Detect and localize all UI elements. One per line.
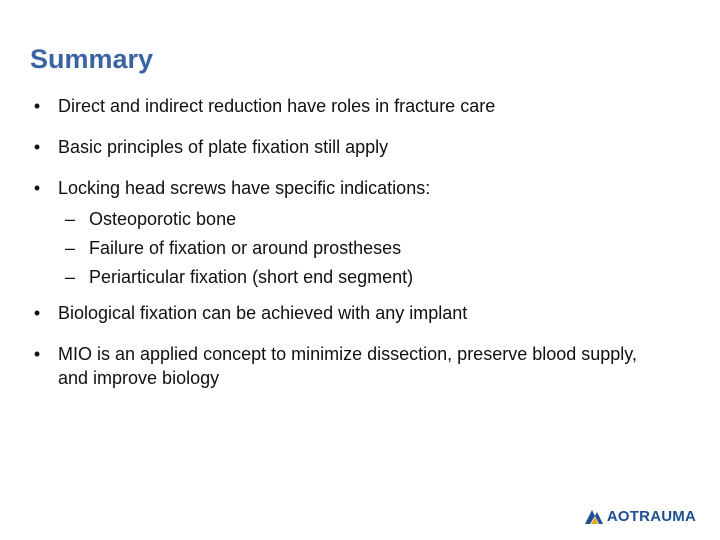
bullet-item	[30, 342, 670, 390]
bullet-text: Locking head screws have specific indications:	[58, 178, 431, 198]
dash-symbol: –	[65, 267, 76, 287]
bullet-text: Direct and indirect reduction have roles in fracture care	[58, 96, 496, 116]
bullet-symbol: •	[33, 137, 41, 157]
sub-bullet-item	[58, 263, 670, 292]
bullet-text: Basic principles of plate fixation still apply	[58, 137, 389, 157]
bullet-symbol: •	[33, 303, 41, 323]
bullet-list	[30, 94, 670, 390]
ao-foundation-mark-icon	[584, 509, 604, 525]
bullet-text: MIO is an applied concept to minimize dissection, preserve blood supply, and improve biology	[58, 344, 637, 388]
slide-title: Summary	[30, 44, 154, 74]
sub-bullet-item	[58, 234, 670, 263]
bullet-text: Biological fixation can be achieved with any implant	[58, 303, 468, 323]
logo-wordmark	[607, 508, 696, 526]
dash-symbol: –	[65, 238, 76, 258]
sub-bullet-item	[58, 205, 670, 234]
sub-bullet-text: Osteoporotic bone	[89, 209, 237, 229]
bullet-item	[30, 176, 670, 292]
bullet-symbol: •	[33, 96, 41, 116]
bullet-item	[30, 135, 670, 159]
sub-bullet-text: Periarticular fixation (short end segment)	[89, 267, 414, 287]
sub-bullet-text: Failure of fixation or around prostheses	[89, 238, 402, 258]
bullet-item	[30, 94, 670, 118]
bullet-item	[30, 301, 670, 325]
bullet-symbol: •	[33, 178, 41, 198]
logo-trauma-text: TRAUMA	[629, 508, 696, 525]
bullet-symbol: •	[33, 344, 41, 364]
logo-ao-text: AO	[606, 508, 630, 525]
sub-bullet-list	[58, 205, 670, 292]
aotrauma-logo	[584, 508, 696, 526]
dash-symbol: –	[65, 209, 76, 229]
